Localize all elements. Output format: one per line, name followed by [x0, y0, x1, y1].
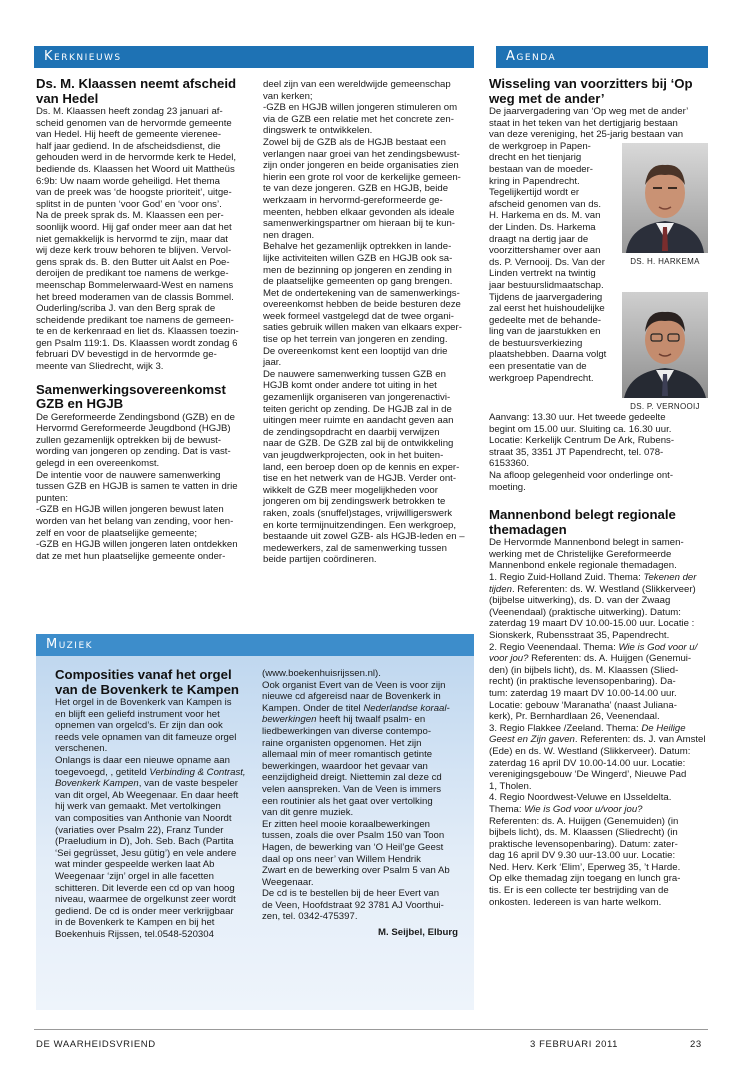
text-line: land, een beroep doen op de kennis en exper-	[263, 461, 460, 473]
text-segment: . Referenten: ds. W. Westland (Slikkerveer)	[511, 583, 696, 595]
text-line: tis. Er is een collecte ter bestrijding van de	[489, 885, 669, 897]
text-line: niveau, waarmee de orgelkunst zeer wordt	[55, 894, 236, 906]
text-line	[262, 703, 458, 715]
text-line: de zendingsopdracht en daarbij verwijzen	[263, 426, 440, 438]
text-line: opnemen van orgelcd’s. Er zijn dan ook	[55, 720, 223, 732]
text-line	[489, 642, 708, 654]
text-line: afscheid genomen van ds.	[489, 198, 602, 210]
text-line: 6:9b: Uw naam worde geheiligd. Het thema	[36, 175, 220, 187]
text-line: wij deze kerk trouw behoren te blijven. Vervol-	[36, 245, 232, 257]
text-line	[489, 804, 708, 816]
text-line: Na de preek sprak ds. M. Klaassen een per-	[36, 210, 224, 222]
text-line: bestaan van de moeder-	[489, 163, 593, 175]
text-line: jaar.	[263, 357, 282, 369]
text-line: worden van het belang van zending, voor hen-	[36, 516, 234, 527]
text-line: wikkelt de GZB meer mogelijkheden voor	[263, 484, 438, 496]
text-segment: heeft hij twaalf psalm- en	[316, 714, 426, 726]
text-segment: 3. Regio Flakkee /Zeeland. Thema:	[489, 722, 642, 734]
text-line: ling van de jaarstukken en	[489, 326, 601, 338]
text-line: (Veenendaal) (praktische uitwerking). Datum:	[489, 606, 681, 618]
text-line: allemaal min of meer romantisch getinte	[262, 749, 433, 761]
text-line: saties gebruik willen maken van elkaars exper-	[263, 322, 462, 334]
text-line: bestaande uit zowel GZB- als HGJB-leden en –	[263, 531, 465, 543]
text-line: recht) (in praktische levensopenbaring). Da-	[489, 676, 676, 688]
footer-publication: DE WAARHEIDSVRIEND	[36, 1039, 156, 1050]
text-line: tussen, zoals die over Psalm 150 van Toon	[262, 830, 445, 842]
text-line: dingswerk te ontwikkelen.	[263, 125, 373, 137]
text-line: Zowel bij de GZB als de HGJB bestaat een	[263, 136, 446, 148]
text-line: punten:	[36, 492, 69, 504]
text-line: van dit genre muziek.	[262, 807, 354, 819]
text-line: Mannenbond enkele regionale themadagen.	[489, 560, 677, 572]
agenda-intro	[489, 106, 708, 141]
text-line: den) (in bijbels licht), ds. M. Klaassen (Slied-	[489, 664, 679, 676]
text-line: staat in het teken van het dertigjarig bestaan	[489, 117, 678, 129]
text-line: Met de ondertekening van de samenwerkings-	[263, 287, 460, 299]
text-line: samenwerkingspartner om hieraan bij te kun-	[263, 218, 455, 230]
text-line	[489, 653, 708, 665]
text-line: daal op ons neer’ van Willem Hendrik	[262, 853, 421, 865]
text-line: ‘Sei gegrüsset, Jesu gütig’) en vele andere	[55, 847, 237, 859]
text-line	[489, 723, 708, 735]
text-line: gelegd in een overeenkomst.	[36, 458, 160, 470]
text-line: zelf en voor de plaatselijke gemeente;	[36, 527, 198, 539]
italic-text: bewerkingen	[262, 714, 317, 726]
text-line: meente van Sliedrecht, wijk 3.	[36, 361, 164, 373]
text-line	[489, 734, 708, 746]
text-line: praktische levensopenbaring). Datum: zater-	[489, 838, 678, 850]
text-segment: toegevoegd, , getiteld	[55, 766, 150, 778]
text-line: werkgroep Papendrecht.	[489, 372, 594, 384]
text-line: bewerkingen, waardoor het gevaar van	[262, 760, 428, 772]
text-line: een presentatie van de	[489, 361, 587, 373]
text-line: van Hedel. Hij heeft de gemeente vierenee-	[36, 129, 222, 141]
italic-text: Verbinding & Contrast,	[149, 766, 246, 778]
text-line	[489, 584, 708, 596]
text-line: De cd is te bestellen bij de heer Evert van	[262, 888, 440, 900]
kerknieuws-column-1	[36, 77, 248, 562]
footer-rule	[34, 1029, 708, 1030]
text-line: hierin een grote rol voor de kerkelijke gemeen-	[263, 171, 461, 183]
text-line: Het orgel in de Bovenkerk van Kampen is	[55, 697, 232, 708]
text-line: verlangen naar groei van het zendingsbewust-	[263, 148, 460, 160]
caption-vernooij: DS. P. VERNOOIJ	[630, 401, 700, 411]
agenda-title-voorzitters: Wisseling van voorzitters bij ‘Op weg met de ander’	[489, 76, 693, 106]
text-line: gedeelte met de behande-	[489, 314, 602, 326]
music-signature: M. Seijbel, Elburg	[378, 927, 458, 939]
text-line: Behalve het gezamenlijk optrekken in lande-	[263, 241, 452, 253]
text-line: zaterdag 19 maart DV 10.00-15.00 uur. Locatie :	[489, 618, 695, 630]
text-line: in de Bovenkerk te Kampen en bij het	[55, 917, 215, 929]
text-line: en korte termijnuitzendingen. Een werkgroep,	[263, 519, 457, 531]
text-line: 4. Regio Noordwest-Veluwe en IJsseldelta.	[489, 792, 672, 804]
text-line	[55, 778, 251, 790]
text-line: (bijbelse uitwerking), ds. D. van der Zwaag	[489, 595, 671, 607]
text-line: 1, Tholen.	[489, 780, 532, 792]
italic-text: Wie is God voor u/	[618, 641, 698, 653]
text-line: kerk), Pr. Bernhardlaan 26, Veenendaal.	[489, 711, 660, 723]
text-line: gen Psalm 119:1. Ds. Klaassen wordt zondag 6	[36, 337, 238, 349]
article-body-klaassen	[36, 106, 248, 373]
text-line: reeds vele opnamen van dit fameuze orgel	[55, 731, 237, 743]
text-line: tum: zaterdag 19 maart DV 10.00-14.00 uur.	[489, 687, 677, 699]
article-body-gzb-hgjb-continued	[263, 79, 475, 566]
text-segment: Kampen. Onder de titel	[262, 702, 364, 714]
text-line: Op elke themadag zijn toegang en lunch gra-	[489, 873, 681, 885]
text-line: van deze vereniging, het 25-jarig bestaan van	[489, 129, 684, 141]
text-line: velen aanspreken. Van de Veen is immers	[262, 783, 442, 795]
text-line: nieuwe cd afgereisd naar de Bovenkerk in	[262, 691, 441, 703]
text-line: de bestuursverkiezing	[489, 337, 583, 349]
text-line: jaar bestuurslidmaatschap.	[489, 279, 604, 291]
text-line: en blijft een geliefd instrument voor het	[55, 708, 220, 720]
text-line: (variaties over Psalm 22), Franz Tunder	[55, 824, 224, 836]
text-line: te van deze jongeren. GZB en HGJB, beide	[263, 183, 449, 195]
text-line: uitingen meer ruimte en aandacht geven aan	[263, 415, 454, 427]
text-line	[55, 767, 251, 779]
text-line: Onlangs is daar een nieuwe opname aan	[55, 754, 230, 766]
italic-text: tijden	[489, 583, 512, 595]
text-line: Locatie: Kerkelijk Centrum De Ark, Rubens-	[489, 435, 675, 447]
article-title-klaassen: Ds. M. Klaassen neemt afscheid van Hedel	[36, 76, 237, 106]
text-segment: Thema:	[489, 803, 525, 815]
text-line: (Ede) en ds. W. Westland (Slikkerveer). Datum:	[489, 745, 691, 757]
text-line: onkosten. Iedereen is van harte welkom.	[489, 896, 662, 908]
text-line: zen, tel. 0342-475397.	[262, 911, 358, 923]
text-line: De overeenkomst kent een looptijd van drie	[263, 345, 448, 357]
text-line: verschenen.	[55, 743, 108, 755]
text-line: plaatshebben. Daarna volgt	[489, 349, 607, 361]
text-line: De intentie voor de nauwere samenwerking	[36, 469, 221, 481]
caption-harkema: DS. H. HARKEMA	[630, 256, 700, 266]
text-line: verenigingsgebouw ‘De Wingerd’, Nieuwe Pad	[489, 769, 687, 781]
text-line: (Praeludium in D), Joh. Seb. Bach (Partita	[55, 836, 234, 848]
text-line: Linden vertrekt na twintig	[489, 268, 596, 280]
text-line: de Veen, Hoofdstraat 92 3781 AJ Voorthui-	[262, 899, 444, 911]
text-line: de werkgroep in Papen-	[489, 140, 591, 152]
footer-date: 3 FEBRUARI 2011	[530, 1039, 619, 1050]
text-line: jongeren om bij zendingswerk betrokken te	[263, 496, 446, 508]
text-line: ds. P. Vernooij. Ds. Van der	[489, 256, 605, 268]
text-line: der Linden. Ds. Harkema	[489, 221, 596, 233]
text-line: Ned. Herv. Kerk ‘Elim’, Eperweg 35, ’t Harde.	[489, 861, 681, 873]
text-line: van dit orgel, Ab Weegenaar. En daar heeft	[55, 789, 239, 801]
text-line: kring in Papendrecht.	[489, 175, 580, 187]
text-line: Na afloop gelegenheid voor onderlinge ont-	[489, 470, 674, 482]
text-line: meenschap Bommelerwaard-West en namens	[36, 279, 234, 291]
text-line: teiten gericht op zending. De HGJB zal in de	[263, 403, 452, 415]
text-line: Weegenaar ‘zijn’ orgel in alle facetten	[55, 870, 214, 882]
text-line: tise op het terrein van jongeren en zending.	[263, 334, 448, 346]
text-line: Sionskerk, Rubensstraat 35, Papendrecht.	[489, 630, 670, 641]
text-line	[262, 714, 458, 726]
section-header-agenda: Agenda	[496, 46, 708, 68]
italic-text: Wie is God voor u/voor jou?	[524, 803, 643, 815]
text-line	[489, 572, 708, 584]
italic-text: voor jou?	[489, 653, 529, 665]
text-line: De Gereformeerde Zendingsbond (GZB) en de	[36, 411, 235, 423]
text-line: De jaarvergadering van ‘Op weg met de ander’	[489, 106, 689, 117]
text-line: Tijdens de jaarvergadering	[489, 291, 603, 303]
text-line: raken, zoals (snuffel)stages, vrijwilligerswerk	[263, 507, 453, 519]
text-line: niet gemakkelijk is hervormd te zijn, maar dat	[36, 233, 228, 245]
text-line: Er zitten heel mooie koraalbewerkingen	[262, 818, 430, 830]
italic-text: De Heilige	[641, 722, 686, 734]
text-line: beide partijen coördineren.	[263, 554, 377, 566]
text-line: gediend. De cd is onder meer verkrijgbaar	[55, 905, 234, 917]
text-line: dat ze met hun plaatselijke gemeente onder-	[36, 550, 226, 562]
text-line: half jaar gediend. In de afscheidsdienst, die	[36, 140, 221, 152]
footer-page-number: 23	[690, 1039, 702, 1050]
text-segment: 1. Regio Zuid-Holland Zuid. Thema:	[489, 572, 644, 584]
text-line: februari DV bevestigd in de hervormde ge-	[36, 349, 217, 361]
text-line: Weegenaar.	[262, 876, 314, 888]
text-line: eenzijdigheid dreigt. Niettemin zal deze cd	[262, 772, 442, 784]
text-line: scheidende predikant toe namens de gemeen-	[36, 314, 234, 326]
text-line: overeenkomst hebben de beide besturen deze	[263, 299, 461, 311]
text-line: Ook organist Evert van de Veen is voor zijn	[262, 679, 446, 691]
text-line: straat 35, 3351 JT Papendrecht, tel. 078-	[489, 446, 664, 458]
text-segment: 2. Regio Veenendaal. Thema:	[489, 641, 619, 653]
text-line: -GZB en HGJB willen jongeren laten ontdekken	[36, 539, 238, 551]
text-line: Referenten: ds. A. Huijgen (Genemuiden) (in	[489, 815, 679, 827]
text-line: Locatie: gebouw ‘Maranatha’ (naast Juliana-	[489, 699, 677, 711]
music-article-title: Composities vanaf het orgel van de Bovenkerk te Kampen	[55, 667, 239, 697]
agenda-rest-text	[489, 412, 708, 493]
text-line: men de bezinning op jongeren en zending in	[263, 264, 452, 276]
text-line: Aanvang: 13.30 uur. Het tweede gedeelte	[489, 412, 666, 424]
text-line: Ouderling/scriba J. van den Berg sprak de	[36, 303, 216, 315]
text-line: begint om 15.00 uur. Sluiting ca. 16.30 uur.	[489, 423, 672, 435]
music-body-2	[262, 668, 458, 923]
text-line: tise en het netwerk van de HGJB. Verder ont-	[263, 473, 457, 485]
text-line: zaterdag 16 april DV 10.00-14.00 uur. Locatie:	[489, 757, 686, 769]
article-body-gzb-hgjb	[36, 412, 248, 563]
italic-text: Tekenen der	[643, 572, 697, 584]
text-line: Hagen, de bewerking van ‘O Heil’ge Geest	[262, 841, 444, 853]
text-line: gezamenlijk organiseren van jongerenactivi-	[263, 392, 451, 404]
text-line: -GZB en HGJB willen jongeren bewust laten	[36, 504, 224, 516]
kerknieuws-column-2	[263, 79, 475, 566]
section-header-muziek: Muziek	[36, 634, 474, 656]
text-line: deel zijn van een wereldwijde gemeenschap	[263, 79, 451, 90]
text-line: het breed moderamen van de classis Bommel.	[36, 291, 234, 303]
text-line: raine organisten opgenomen. Het zijn	[262, 737, 422, 749]
text-line: van de preek was ‘de hoogste prioriteit’, uitge-	[36, 187, 232, 199]
text-line: De nauwere samenwerking tussen GZB en	[263, 368, 446, 380]
text-line: (www.boekenhuisrijssen.nl).	[262, 668, 381, 679]
photo-vernooij	[622, 292, 708, 413]
text-line: zijn onder jongeren en beide organisaties zien	[263, 160, 459, 172]
text-line: splitst in de punten ‘voor God’ en ‘voor ons’.	[36, 198, 222, 210]
text-line: Ds. M. Klaassen heeft zondag 23 januari af-	[36, 106, 223, 117]
text-line: 6153360.	[489, 458, 530, 470]
text-line: gens sprak ds. B. den Butter uit Aalst en Poe-	[36, 256, 230, 268]
text-line: drecht en het tienjarig	[489, 152, 582, 164]
text-segment: Referenten: ds. A. Huijgen (Genemui-	[528, 653, 692, 665]
text-segment: , van de vaste bespeler	[138, 778, 238, 790]
music-column-2	[262, 668, 458, 939]
text-line: van kerken;	[263, 90, 313, 102]
text-line: werking met de Christelijke Gereformeerde	[489, 548, 672, 560]
text-line: naar de GZB. De GZB zal bij de ontwikkeling	[263, 438, 454, 450]
text-line: hij werk van gemaakt. Met vertolkingen	[55, 801, 221, 813]
text-line: meenten, hebben elkaar gevonden als ideale	[263, 206, 455, 218]
text-line: deroijen de predikant toe namens de werkge-	[36, 268, 229, 280]
text-line: schitteren. Dit leverde een cd op van hoog	[55, 882, 235, 894]
text-line: bijbels licht), ds. M. Klaassen (Sliedrecht) (in	[489, 827, 678, 839]
portrait-vernooij-image	[622, 292, 708, 398]
text-line: H. Harkema en ds. M. van	[489, 210, 601, 222]
section-header-kerknieuws: Kerknieuws	[34, 46, 474, 68]
text-line: liedbewerkingen van diverse contempo-	[262, 725, 432, 737]
text-line: van composities van Anthonie van Noordt	[55, 812, 232, 824]
agenda-body-mannenbond	[489, 537, 708, 908]
text-line: zullen gezamenlijk optrekken bij de bewust-	[36, 434, 222, 446]
text-line: soonlijk woord. Hij gaf onder meer aan dat het	[36, 221, 232, 233]
text-line: zal eerst het huishoudelijke	[489, 303, 605, 315]
text-line: draagt na dertig jaar de	[489, 233, 589, 245]
text-line: een routinier als het gaat over vertolking	[262, 795, 433, 807]
text-line: Tegelijkertijd wordt er	[489, 187, 580, 199]
text-line: wording van jongeren op zending. Dat is vast-	[36, 446, 231, 458]
italic-text: Geest en Zijn gaven	[489, 734, 575, 746]
text-line: Hervormd Gereformeerde Jeugdbond (HGJB)	[36, 423, 231, 435]
article-title-gzb-hgjb: Samenwerkingsovereenkomst GZB en HGJB	[36, 381, 226, 412]
text-line: -GZB en HGJB willen jongeren stimuleren om	[263, 102, 458, 114]
text-line: nen dragen.	[263, 229, 315, 241]
text-segment: . Referenten: ds. J. van Amstel	[574, 734, 706, 746]
text-line: lijke activiteiten willen GZB en HGJB ook sa-	[263, 252, 453, 264]
music-body-1	[55, 697, 251, 940]
text-line: moeting.	[489, 481, 526, 493]
text-line: Zwart en de bewerking over Psalm 5 van Ab	[262, 865, 450, 877]
text-line: week formeel vastgelegd dat de twee organi-	[263, 310, 454, 322]
text-line: medewerkers, zal de samenwerking tussen	[263, 542, 447, 554]
text-line: van jeugdwerkprojecten, ook in het buiten-	[263, 450, 444, 461]
italic-text: Bovenkerk Kampen	[55, 778, 139, 790]
text-line: te en de kerkenraad en liet ds. Klaassen toezin-	[36, 326, 239, 338]
text-line: De Hervormde Mannenbond belegt in samen-	[489, 537, 684, 549]
text-line: scheid genomen van de hervormde gemeente	[36, 117, 232, 129]
text-line: werkzaam in hervormd-gereformeerde ge-	[263, 194, 443, 206]
agenda-title-mannenbond: Mannenbond belegt regionale themadagen	[489, 507, 676, 537]
text-line: wat minder gespeelde werken laat Ab	[55, 859, 215, 871]
portrait-harkema-image	[622, 143, 708, 253]
text-line: de plaatselijke gemeenten op gang brengen.	[263, 276, 453, 288]
text-line: HGJB komt onder andere tot uiting in het	[263, 380, 437, 392]
text-line: gehouden werd in de hervormde kerk te Hedel,	[36, 152, 236, 164]
text-line: bediende ds. Klaassen het Woord uit Mattheüs	[36, 163, 235, 175]
italic-text: Nederlandse koraal-	[363, 702, 450, 714]
text-line: tussen GZB en HGJB is samen te vatten in drie	[36, 481, 238, 493]
text-line: via de GZB een relatie met het concrete zen-	[263, 113, 454, 125]
photo-harkema	[622, 143, 708, 268]
text-line: dag 16 april DV 9.30 uur-13.00 uur. Locatie:	[489, 850, 676, 862]
text-line: voorzittershamer over aan	[489, 245, 601, 257]
music-column-1	[55, 668, 251, 940]
text-line: Boekenhuis Rijssen, tel.0548-520304	[55, 928, 214, 940]
agenda-column	[489, 77, 708, 908]
